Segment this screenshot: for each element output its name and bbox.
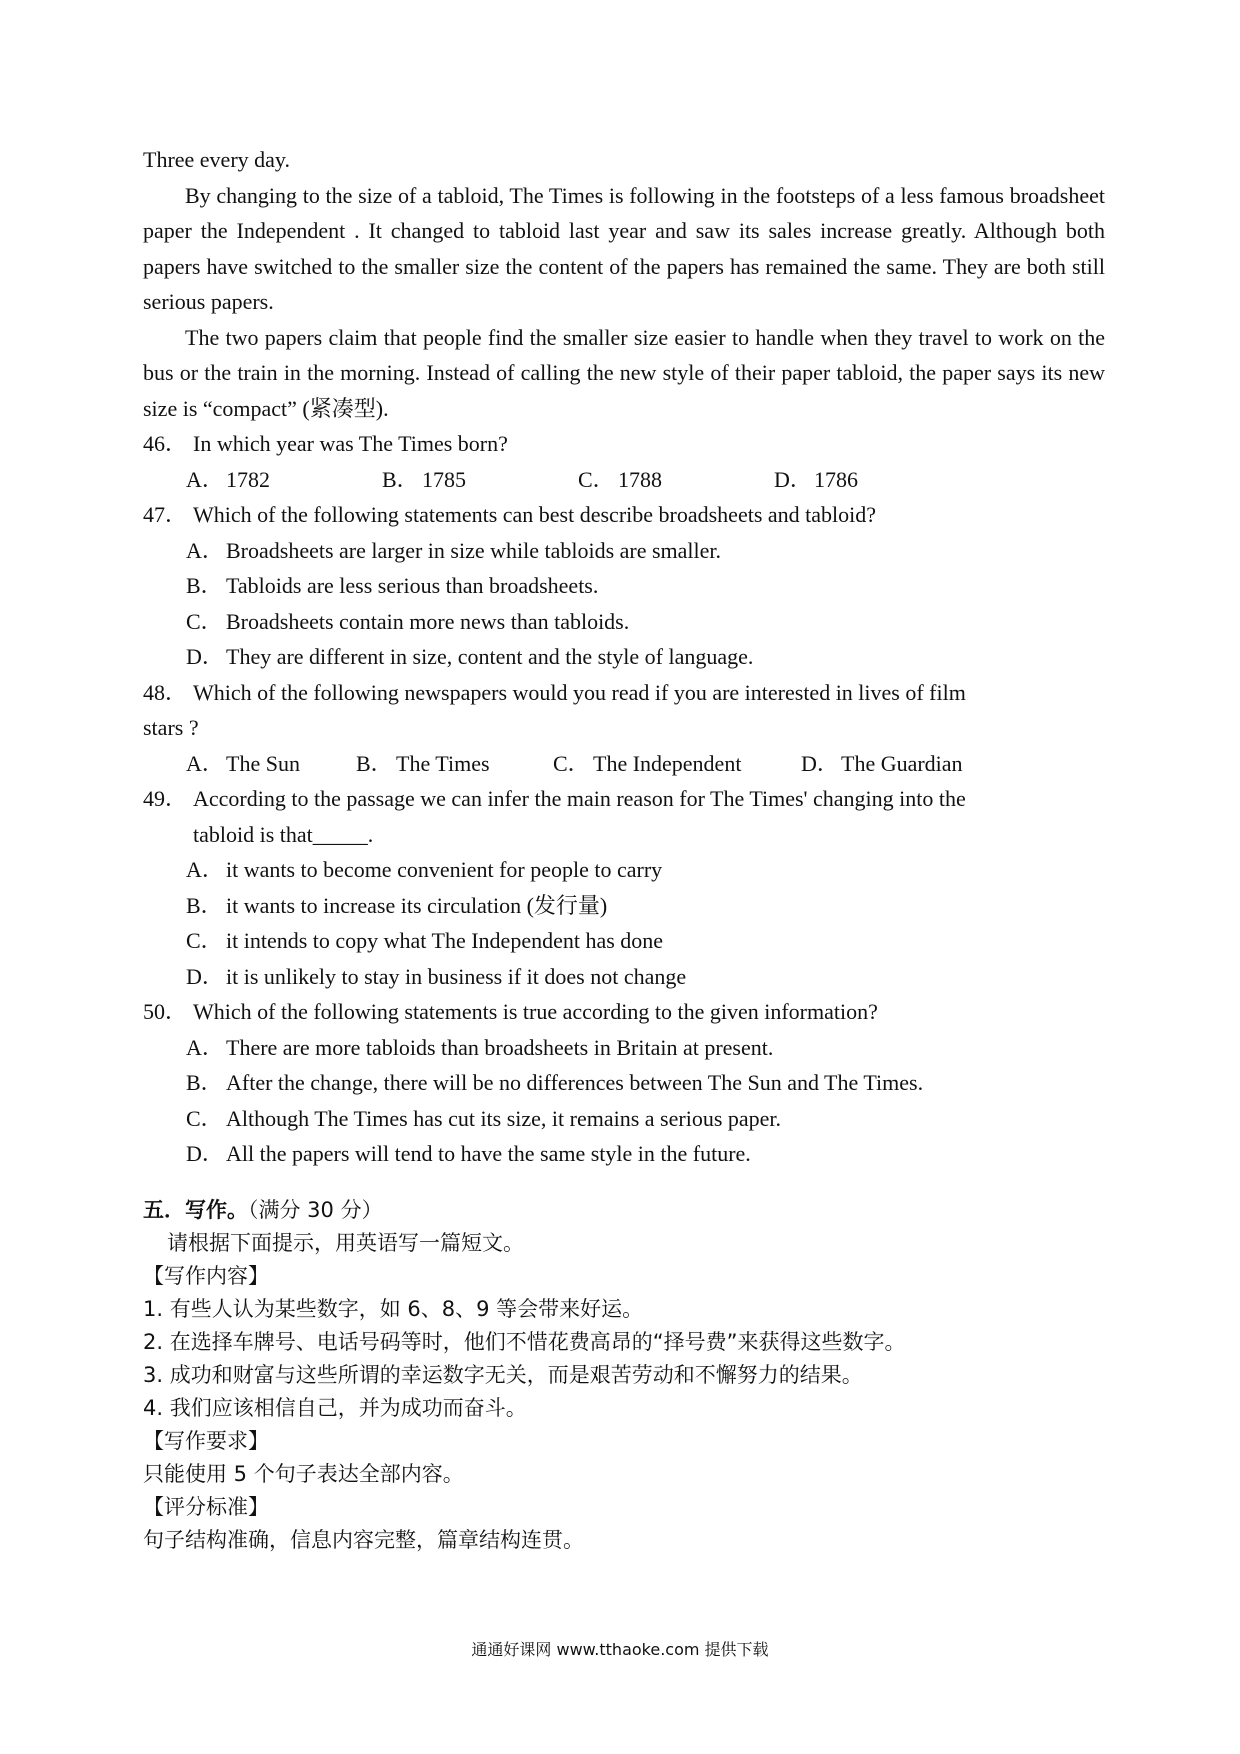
option-c[interactable]: C． The Independent (553, 750, 742, 776)
option-d[interactable]: D． The Guardian (801, 750, 963, 776)
section-score: （满分 30 分） (248, 1198, 383, 1222)
requirement-text: 只能使用 5 个句子表达全部内容。 (143, 1462, 464, 1486)
question-text-continued: tabloid is that_____. (193, 821, 374, 847)
question-50 (143, 994, 1105, 1172)
writing-instruction: 请根据下面提示，用英语写一篇短文。 (167, 1231, 524, 1255)
question-number: 49． (143, 786, 188, 811)
option-a[interactable]: A． 1782 (186, 466, 270, 492)
content-header: 【写作内容】 (143, 1264, 269, 1288)
passage-line: Three every day. (143, 147, 290, 172)
option-a[interactable]: A． it wants to become convenient for people to carry (186, 857, 663, 882)
scoring-header: 【评分标准】 (143, 1495, 269, 1519)
question-text: In which year was The Times born? (193, 431, 508, 456)
content-item-3: 3. 成功和财富与这些所谓的幸运数字无关，而是艰苦劳动和不懈努力的结果。 (143, 1363, 863, 1387)
question-number: 47． (143, 502, 188, 527)
option-b[interactable]: B． Tabloids are less serious than broadsheets. (186, 573, 599, 598)
option-b[interactable]: B． it wants to increase its circulation (发行量) (186, 892, 608, 918)
question-number: 48． (143, 679, 188, 705)
option-b[interactable]: B． 1785 (382, 466, 466, 492)
question-text: According to the passage we can infer the main reason for The Times' changing into the (193, 786, 966, 811)
option-d[interactable]: D． All the papers will tend to have the same style in the future. (186, 1141, 751, 1166)
option-c[interactable]: C． it intends to copy what The Independent has done (186, 928, 664, 953)
option-c[interactable]: C． Broadsheets contain more news than tabloids. (186, 608, 630, 634)
question-47 (143, 497, 1105, 675)
question-number: 50． (143, 999, 188, 1024)
options-row (143, 746, 1105, 782)
question-number: 46． (143, 431, 188, 456)
option-d[interactable]: D． 1786 (774, 466, 858, 492)
question-text-continued: stars ? (143, 715, 199, 740)
passage-paragraph-2: By changing to the size of a tabloid, The Times is following in the footsteps of a less famous broadsheet paper the Independent . It changed to tabloid last year and saw its sales increase greatly. Although both papers have switched to the smaller size the content of the papers has remained the same. They are both still serious papers. (143, 182, 1105, 314)
content-item-1: 1. 有些人认为某些数字，如 6、8、9 等会带来好运。 (143, 1297, 644, 1321)
option-d[interactable]: D． it is unlikely to stay in business if it does not change (186, 963, 687, 989)
reading-section (143, 142, 1105, 1172)
question-49 (143, 781, 1105, 994)
option-c[interactable]: C． Although The Times has cut its size, it remains a serious paper. (186, 1105, 782, 1131)
option-a[interactable]: A． The Sun (186, 750, 300, 776)
question-text: Which of the following statements can best describe broadsheets and tabloid? (193, 502, 877, 527)
question-46 (143, 426, 1105, 497)
options-row (143, 462, 1105, 498)
question-text: Which of the following newspapers would you read if you are interested in lives of film (193, 679, 966, 705)
option-a[interactable]: A． There are more tabloids than broadsheets in Britain at present. (186, 1034, 774, 1060)
option-d[interactable]: D． They are different in size, content and the style of language. (186, 644, 754, 669)
content-item-4: 4. 我们应该相信自己，并为成功而奋斗。 (143, 1396, 527, 1420)
scoring-text: 句子结构准确，信息内容完整，篇章结构连贯。 (143, 1528, 584, 1552)
page-footer: 通通好课网 www.tthaoke.com 提供下载 (471, 1640, 769, 1659)
writing-section (143, 1194, 1105, 1557)
option-b[interactable]: B． The Times (356, 750, 490, 776)
option-c[interactable]: C． 1788 (578, 466, 662, 492)
question-text: Which of the following statements is true according to the given information? (193, 999, 878, 1024)
requirement-header: 【写作要求】 (143, 1429, 269, 1453)
section-title: 五．写作。（满分 30 分） (143, 1198, 383, 1222)
question-48 (143, 675, 1105, 782)
content-item-2: 2. 在选择车牌号、电话号码等时，他们不惜花费高昂的“择号费”来获得这些数字。 (143, 1330, 906, 1354)
option-a[interactable]: A． Broadsheets are larger in size while tabloids are smaller. (186, 537, 722, 563)
option-b[interactable]: B． After the change, there will be no differences between The Sun and The Times. (186, 1070, 924, 1095)
passage-paragraph-3: The two papers claim that people find the smaller size easier to handle when they travel to work on the bus or the train in the morning. Instead of calling the new style of their paper tabloid, the paper says its new size is “compact” (紧凑型). (143, 324, 1105, 421)
